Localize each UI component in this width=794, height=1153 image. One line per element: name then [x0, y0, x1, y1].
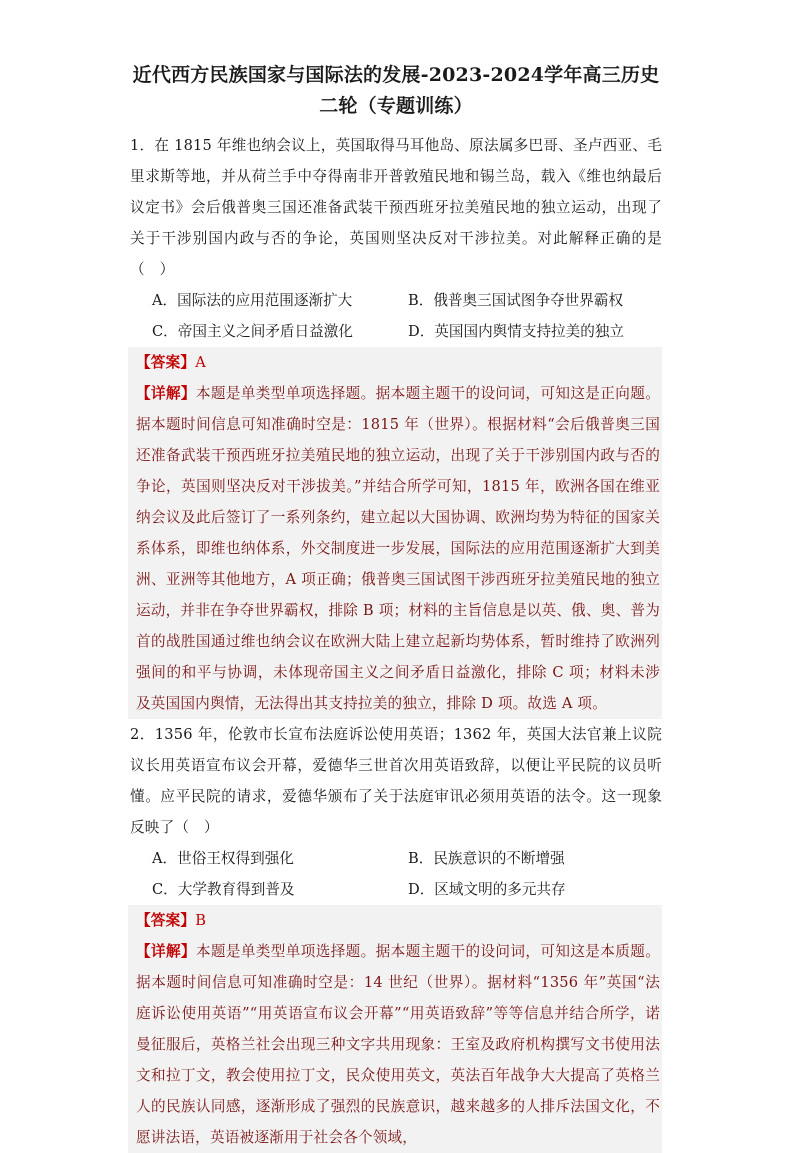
- option-a: A．国际法的应用范围逐渐扩大: [152, 292, 353, 309]
- answer-line: [136, 347, 660, 378]
- explain-text: 本题是单类型单项选择题。据本题主题干的设问词，可知这是正向题。据本题时间信息可知准确时空是：1815 年（世界）。根据材料“会后俄普奥三国还准备武装干预西班牙拉美殖民地的独立运动，出现了关于干涉别国内政与否的争论，英国则坚决反对干涉拔美。”并结合所学可知，1815 年，欧洲各国在维亚纳会议及此后签订了一系列条约，建立起以大国协调、欧洲均势为特征的国家关系体系，即维也纳体系，外交制度进一步发展，国际法的应用范围逐渐扩大到美洲、亚洲等其他地方，A 项正确；俄普奥三国试图干涉西班牙拉美殖民地的独立运动，并非在争夺世界霸权，排除 B 项；材料的主旨信息是以英、俄、奥、普为首的战胜国通过维也纳会议在欧洲大陆上建立起新均势体系，暂时维持了欧洲列强间的和平与协调，未体现帝国主义之间矛盾日益激化，排除 C 项；材料未涉及英国国内舆情，无法得出其支持拉美的独立，排除 D 项。故选 A 项。: [136, 385, 660, 712]
- explain-tag: 【详解】: [136, 385, 196, 402]
- document-title: [130, 60, 662, 122]
- answer-value: B: [195, 912, 207, 929]
- explanation: [136, 936, 660, 1153]
- question-2: [130, 719, 662, 1153]
- options-row: [130, 874, 662, 905]
- question-stem: 2．1356 年，伦敦市长宣布法庭诉讼使用英语；1362 年，英国大法官兼上议院议长用英语宣布议会开幕，爱德华三世首次用英语致辞，以便让平民院的议员听懂。应平民院的请求，爱德华颁布了关于法庭审讯必须用英语的法令。这一现象反映了（ ）: [130, 726, 662, 836]
- question-stem: 1．在 1815 年维也纳会议上，英国取得马耳他岛、原法属多巴哥、圣卢西亚、毛里求斯等地，并从荷兰手中夺得南非开普敦殖民地和锡兰岛，载入《维也纳最后议定书》会后俄普奥三国还准备武装干预西班牙拉美殖民地的独立运动，出现了关于干涉别国内政与否的争论，英国则坚决反对干涉拉美。对此解释正确的是（ ）: [130, 137, 662, 278]
- options-row: [130, 316, 662, 347]
- option-c: C．大学教育得到普及: [152, 881, 295, 898]
- answer-tag: 【答案】: [136, 912, 196, 929]
- option-b: B．民族意识的不断增强: [408, 850, 565, 867]
- answer-section: [128, 347, 662, 719]
- answer-line: [136, 905, 660, 936]
- options-row: [130, 843, 662, 874]
- question-options: [130, 843, 662, 905]
- title-line-1: 近代西方民族国家与国际法的发展-2023-2024学年高三历史: [132, 64, 660, 86]
- question-options: [130, 285, 662, 347]
- options-row: [130, 285, 662, 316]
- answer-tag: 【答案】: [136, 354, 196, 371]
- explanation: [136, 378, 660, 719]
- title-line-2: 二轮（专题训练）: [319, 95, 473, 117]
- option-d: D．区域文明的多元共存: [408, 881, 566, 898]
- option-b: B．俄普奥三国试图争夺世界霸权: [408, 292, 624, 309]
- answer-value: A: [195, 354, 206, 371]
- option-a: A．世俗王权得到强化: [152, 850, 294, 867]
- option-d: D．英国国内舆情支持拉美的独立: [408, 323, 625, 340]
- document-page: [130, 60, 662, 1153]
- explain-text: 本题是单类型单项选择题。据本题主题干的设问词，可知这是本质题。据本题时间信息可知准确时空是：14 世纪（世界）。据材料“1356 年”英国“法庭诉讼使用英语”“用英语宣布议会开幕”“用英语致辞”等等信息并结合所学，诺曼征服后，英格兰社会出现三种文字共用现象：王室及政府机构撰写文书使用法文和拉丁文，教会使用拉丁文，民众使用英文，英法百年战争大大提高了英格兰人的民族认同感，逐渐形成了强烈的民族意识，越来越多的人排斥法国文化，不愿讲法语，英语被逐渐用于社会各个领域，: [136, 943, 660, 1146]
- question-1: [130, 130, 662, 719]
- option-c: C．帝国主义之间矛盾日益激化: [152, 323, 353, 340]
- explain-tag: 【详解】: [136, 943, 196, 960]
- answer-section: [128, 905, 662, 1153]
